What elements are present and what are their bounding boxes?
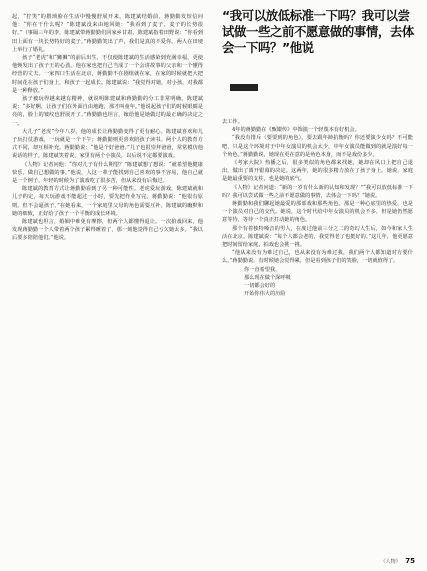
poem-line: 开始你伟大的历险 bbox=[244, 291, 286, 298]
paragraph: 《人物》记者问他：“你对儿子有什么期望？”陈建斌想了想说：“就希望他健康快乐，做自己想做的事。”他说，人这一辈子能找到自己喜欢的事不容易，他自己就是一个例子。年轻的时候为了演戏吃了很多苦，但从来没有后悔过。 bbox=[12, 161, 203, 185]
page-footer bbox=[381, 557, 415, 565]
left-column bbox=[12, 13, 203, 243]
right-column bbox=[222, 118, 413, 298]
paragraph: “我没有排斥（要要到的角色），要去跟年龄抗衡吗？你还要演少女吗？不可能吧，只是这个环境对于中年女演员的机会太少，中年女演员能做到的就是演好每一个角色。”蒋勤勤说，她现在更在意的是角色本身，而不是戏份多少。 bbox=[222, 135, 413, 158]
paragraph: 孩子被玩得越来越有精神，就说明陈建斌和蒋勤勤的分工非常明确。陈建斌说：“多好啊，让孩子们在外面自由地跑，那才叫童年。”他说起孩子们的时候眼睛是亮的，脸上的皱纹也舒展开了。”蒋勤勤也坦言，嫁给他是她做过的最正确的决定之一。 bbox=[12, 96, 203, 127]
poem-line: 你一直希望我， bbox=[244, 266, 281, 273]
paragraph: 起，“狞笑”的猥琐脸在生活中慢慢舒展开来。陈建斌结婚前，蒋勤勤发短信问他：“你在干什么呢？”陈建斌没来由地回她：“我看到了麦子，麦子的长势很好。”（事隔三年的李，陈建斌带蒋勤勤们回家乡甘肃。陈建斌指着田野说：“你看到田上面有一块长势特好的麦子。”蒋勤勤笑出了声，我们是真的不爱你。两人在田埂上举行了婚礼。 bbox=[12, 14, 203, 53]
page-number: 75 bbox=[405, 557, 415, 565]
paragraph: 《考家大院》热播之后，很多类似的角色都来找她，她却在风口上把自己退出，做出了离开银幕的决定。这两年，她的很多精力放在了孩子身上。她说，家庭是她最重要的支柱，也是她的底气。 bbox=[222, 160, 413, 183]
paragraph: 4年的蒋勤勤在《甄嬛传》中饰演一个轻蔑本有好机会。 bbox=[232, 127, 360, 134]
pull-quote: “我可以放低标准一下吗？我可以尝试做一些之前不愿意做的事情，去体会一下吗？”他说 bbox=[222, 8, 414, 55]
paragraph: “他从来没有为难过自己，也从来没有为难过我，我们两个人都知道对方要什么。”蒋勤勤说，有时候她会觉得累，但是看到孩子们的笑脸，一切就值得了。 bbox=[222, 250, 413, 265]
paragraph: 陈建斌也坦言，婚姻中难免有摩擦，但两个人都懂得退让。一次拍戏回来，他发现蒋勤勤一个人带着两个孩子累得睡着了，那一刻他觉得自己亏欠她太多。“我以后要多陪陪他们。”他说。 bbox=[12, 219, 203, 242]
paragraph: 那个有着独特嗓音的男人，在度过他前三分之二的奇幻人生后，如今和家人生活在北京。陈建斌说：“每个人都会老的，我觉得老了也挺好的。”这几年，他更愿意把时间留给家庭，拍戏也会挑一挑。 bbox=[222, 225, 413, 249]
paragraph: 陈建斌的教育方式让蒋勤勤看到了另一种可能性。老虎爱玩游戏，陈建斌就和儿子约定，每天玩游戏不能超过一小时，要先把作业写完。蒋勤勤说：“他很有原则，但不会逼孩子。”在她看来，一个家庭里父母的角色需要互补，陈建斌的幽默和她的细致，正好给了孩子一个平衡的成长环境。 bbox=[12, 186, 203, 217]
paragraph: 大儿子“老虎”今年八岁，他的成长让蒋勤勤变得了更有耐心。陈建斌喜欢和儿子玩打仗游戏，一玩就是一个下午；蒋勤勤则更喜欢陪孩子读书。两个人的教育方式不同，却互相补充。蒋勤勤说：“他是个好爸爸。”儿子也很崇拜爸爸，常常模仿他说话的样子。陈建斌笑着说，家里有两个小演员，以后说不定都要演戏。 bbox=[12, 128, 203, 160]
paragraph: 蒋勤勤和我们聊起她最爱的那部戏和那些角色。那是一种心底里的热爱，也是一个演员对自己的交代。她说，这个时代给中年女演员的机会不多，但是她仍然愿意等待，等待一个真正打动她的角色。 bbox=[222, 201, 413, 224]
quote-bar bbox=[230, 84, 258, 91]
paragraph: 《人物》记者问道：“新的一岁有什么新的认知和发现？”“我可以放低标准一下吗？我可以尝试做一些之前不愿意做的事情，去体会一下吗？”她说。 bbox=[222, 184, 413, 199]
paragraph: 孩子“老虎”和“狮狮”的前后出生，不仅使陈建斌的生活感染到充满幸福，更使他焕发出了孩子王的心劲。他在家也把自己当成了一个会讲故事的父亲和一个懂得经营的丈夫。一家四口生活在北京，蒋勤勤不在剧组就在家，在家的时候就把大把时间花在孩子们身上，和孩子一起成长。陈建斌说：“我觉得对她，对小孩，对我都是一种释放。” bbox=[12, 55, 203, 94]
poem-line: 一切都会好的 bbox=[244, 283, 276, 290]
paragraph: 去工作。 bbox=[222, 119, 243, 125]
magazine-label: 《人物》 bbox=[380, 559, 401, 565]
poem-line: 那么现在做个深呼吸 bbox=[244, 274, 291, 281]
